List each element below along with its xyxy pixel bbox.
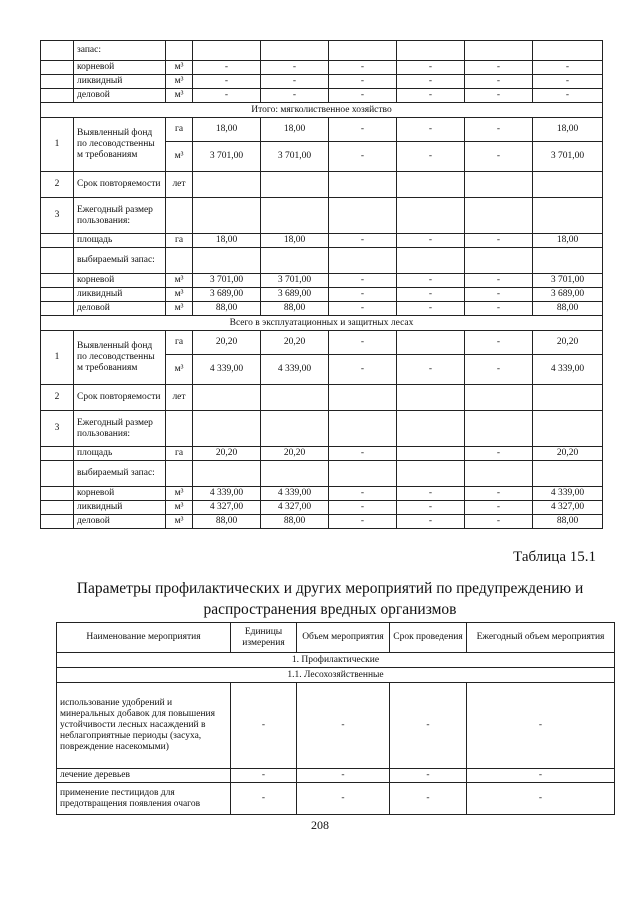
table-cell bbox=[329, 198, 397, 234]
value-cell: 20,20 bbox=[533, 447, 603, 461]
value-cell: - bbox=[397, 302, 465, 316]
value-cell: - bbox=[329, 274, 397, 288]
value-cell: - bbox=[329, 355, 397, 385]
column-header: Наименование мероприятия bbox=[57, 623, 231, 653]
value-cell: 20,20 bbox=[193, 331, 261, 355]
unit-cell: лет bbox=[166, 385, 193, 411]
value-cell bbox=[397, 461, 465, 487]
value-cell: 4 339,00 bbox=[533, 487, 603, 501]
unit-cell: м³ bbox=[166, 302, 193, 316]
table-row bbox=[41, 288, 603, 302]
column-header: Единицы измерения bbox=[231, 623, 297, 653]
row-number: 2 bbox=[41, 385, 74, 411]
table-cell bbox=[261, 172, 329, 198]
value-cell: - bbox=[465, 501, 533, 515]
table-title: Параметры профилактических и других мероприятий по предупреждению и распространения вредных организмов bbox=[76, 580, 584, 618]
measures-table bbox=[56, 622, 615, 815]
value-cell bbox=[261, 41, 329, 61]
value-cell bbox=[329, 461, 397, 487]
table-cell bbox=[41, 75, 74, 89]
value-cell: - bbox=[397, 501, 465, 515]
table-cell bbox=[533, 411, 603, 447]
value-cell: 3 701,00 bbox=[193, 142, 261, 172]
row-label: ликвидный bbox=[74, 288, 166, 302]
table-row bbox=[41, 487, 603, 501]
value-cell: 20,20 bbox=[193, 447, 261, 461]
unit-cell bbox=[166, 41, 193, 61]
value-cell: - bbox=[390, 683, 467, 769]
unit-cell: м³ bbox=[166, 89, 193, 103]
value-cell: - bbox=[465, 487, 533, 501]
row-number: 2 bbox=[41, 172, 74, 198]
table-cell bbox=[41, 515, 74, 529]
value-cell: 3 701,00 bbox=[533, 274, 603, 288]
value-cell: 3 701,00 bbox=[261, 142, 329, 172]
value-cell bbox=[397, 248, 465, 274]
unit-cell: м³ bbox=[166, 487, 193, 501]
value-cell: - bbox=[297, 769, 390, 783]
table-row bbox=[57, 683, 615, 769]
table-cell bbox=[397, 172, 465, 198]
value-cell: - bbox=[465, 331, 533, 355]
table-cell bbox=[166, 198, 193, 234]
value-cell: 4 339,00 bbox=[193, 487, 261, 501]
measure-name: использование удобрений и минеральных добавок для повышения устойчивости лесных насаждений в неблагоприятные периоды (засуха, повреждение насекомыми) bbox=[57, 683, 231, 769]
value-cell: 18,00 bbox=[261, 234, 329, 248]
value-cell: - bbox=[329, 89, 397, 103]
table-row bbox=[57, 653, 615, 668]
value-cell: - bbox=[231, 683, 297, 769]
unit-cell: м³ bbox=[166, 61, 193, 75]
table-cell bbox=[193, 198, 261, 234]
row-label: Выявленный фонд по лесоводственны м требованиям bbox=[74, 118, 166, 172]
value-cell bbox=[533, 248, 603, 274]
table-row bbox=[57, 668, 615, 683]
unit-cell: лет bbox=[166, 172, 193, 198]
row-label: Срок повторяемости bbox=[74, 172, 166, 198]
page-number: 208 bbox=[311, 818, 329, 832]
table-row bbox=[41, 61, 603, 75]
row-label: корневой bbox=[74, 487, 166, 501]
row-label: Ежегодный размер пользования: bbox=[74, 198, 166, 234]
value-cell: - bbox=[193, 75, 261, 89]
table-row bbox=[41, 234, 603, 248]
table-row bbox=[41, 501, 603, 515]
section-title: Итого: мягколиственное хозяйство bbox=[41, 103, 603, 118]
value-cell: - bbox=[397, 75, 465, 89]
value-cell: - bbox=[465, 515, 533, 529]
value-cell: 3 689,00 bbox=[261, 288, 329, 302]
value-cell: - bbox=[467, 769, 615, 783]
value-cell: 20,20 bbox=[533, 331, 603, 355]
table-cell bbox=[41, 41, 74, 61]
table-cell bbox=[465, 172, 533, 198]
value-cell: - bbox=[397, 274, 465, 288]
value-cell: 88,00 bbox=[261, 515, 329, 529]
unit-cell: м³ bbox=[166, 515, 193, 529]
value-cell bbox=[193, 248, 261, 274]
row-label: Выявленный фонд по лесоводственны м требованиям bbox=[74, 331, 166, 385]
table-cell bbox=[41, 501, 74, 515]
value-cell bbox=[533, 461, 603, 487]
value-cell: 18,00 bbox=[193, 118, 261, 142]
unit-cell: га bbox=[166, 234, 193, 248]
table-row bbox=[41, 411, 603, 447]
value-cell: - bbox=[329, 118, 397, 142]
value-cell bbox=[397, 331, 465, 355]
value-cell: 3 701,00 bbox=[261, 274, 329, 288]
value-cell: - bbox=[329, 331, 397, 355]
table-caption: Таблица 15.1 bbox=[513, 549, 596, 565]
value-cell: - bbox=[390, 769, 467, 783]
value-cell: - bbox=[231, 783, 297, 815]
value-cell: 88,00 bbox=[533, 515, 603, 529]
table-cell bbox=[193, 411, 261, 447]
value-cell bbox=[193, 461, 261, 487]
unit-cell: га bbox=[166, 118, 193, 142]
value-cell: 4 339,00 bbox=[193, 355, 261, 385]
value-cell: 88,00 bbox=[533, 302, 603, 316]
value-cell: - bbox=[193, 89, 261, 103]
column-header: Ежегодный объем мероприятия bbox=[467, 623, 615, 653]
column-header: Срок проведения bbox=[390, 623, 467, 653]
unit-cell: м³ bbox=[166, 501, 193, 515]
value-cell: - bbox=[297, 783, 390, 815]
value-cell: 3 689,00 bbox=[193, 288, 261, 302]
value-cell: - bbox=[329, 234, 397, 248]
table-row bbox=[41, 198, 603, 234]
row-label: деловой bbox=[74, 515, 166, 529]
table-cell bbox=[41, 487, 74, 501]
section-title: 1. Профилактические bbox=[57, 653, 615, 668]
table-cell bbox=[465, 198, 533, 234]
row-number: 1 bbox=[41, 331, 74, 385]
value-cell: 3 701,00 bbox=[193, 274, 261, 288]
value-cell: - bbox=[329, 61, 397, 75]
value-cell: - bbox=[465, 447, 533, 461]
value-cell: - bbox=[465, 142, 533, 172]
table-cell bbox=[41, 61, 74, 75]
table-cell bbox=[397, 385, 465, 411]
table-cell bbox=[41, 447, 74, 461]
column-header: Объем мероприятия bbox=[297, 623, 390, 653]
value-cell bbox=[261, 248, 329, 274]
table-row bbox=[41, 447, 603, 461]
value-cell: 3 701,00 bbox=[533, 142, 603, 172]
unit-cell bbox=[166, 248, 193, 274]
value-cell: - bbox=[231, 769, 297, 783]
value-cell bbox=[193, 41, 261, 61]
row-label: Ежегодный размер пользования: bbox=[74, 411, 166, 447]
unit-cell bbox=[166, 461, 193, 487]
value-cell: - bbox=[261, 75, 329, 89]
value-cell: - bbox=[465, 61, 533, 75]
table-cell bbox=[41, 248, 74, 274]
value-cell: - bbox=[465, 302, 533, 316]
value-cell: - bbox=[465, 89, 533, 103]
table-row bbox=[41, 302, 603, 316]
table-cell bbox=[397, 411, 465, 447]
value-cell: - bbox=[465, 234, 533, 248]
value-cell: - bbox=[397, 355, 465, 385]
value-cell: - bbox=[465, 355, 533, 385]
value-cell bbox=[329, 248, 397, 274]
value-cell: 20,20 bbox=[261, 331, 329, 355]
value-cell: 88,00 bbox=[193, 302, 261, 316]
value-cell: 4 339,00 bbox=[261, 355, 329, 385]
value-cell: - bbox=[193, 61, 261, 75]
value-cell: - bbox=[329, 302, 397, 316]
value-cell: 18,00 bbox=[261, 118, 329, 142]
row-label: деловой bbox=[74, 302, 166, 316]
value-cell bbox=[329, 41, 397, 61]
table-row bbox=[41, 274, 603, 288]
value-cell: - bbox=[329, 447, 397, 461]
row-label: площадь bbox=[74, 447, 166, 461]
value-cell: - bbox=[397, 118, 465, 142]
table-row bbox=[57, 623, 615, 653]
value-cell: - bbox=[397, 487, 465, 501]
value-cell: - bbox=[329, 487, 397, 501]
value-cell bbox=[261, 461, 329, 487]
row-label: запас: bbox=[74, 41, 166, 61]
value-cell: 4 339,00 bbox=[533, 355, 603, 385]
value-cell: - bbox=[329, 75, 397, 89]
value-cell bbox=[465, 461, 533, 487]
value-cell: - bbox=[397, 234, 465, 248]
value-cell: - bbox=[397, 288, 465, 302]
row-label: выбираемый запас: bbox=[74, 461, 166, 487]
value-cell: 18,00 bbox=[193, 234, 261, 248]
table-row bbox=[41, 89, 603, 103]
value-cell bbox=[397, 447, 465, 461]
value-cell: 88,00 bbox=[193, 515, 261, 529]
table-cell bbox=[329, 385, 397, 411]
table-row bbox=[41, 172, 603, 198]
table-cell bbox=[329, 411, 397, 447]
value-cell: - bbox=[533, 89, 603, 103]
unit-cell: м³ bbox=[166, 355, 193, 385]
value-cell bbox=[397, 41, 465, 61]
unit-cell: м³ bbox=[166, 274, 193, 288]
table-cell bbox=[193, 172, 261, 198]
table-row bbox=[41, 248, 603, 274]
value-cell bbox=[465, 41, 533, 61]
table-row bbox=[41, 385, 603, 411]
value-cell: 18,00 bbox=[533, 234, 603, 248]
table-cell bbox=[41, 274, 74, 288]
table-cell bbox=[261, 411, 329, 447]
table-cell bbox=[533, 172, 603, 198]
row-number: 1 bbox=[41, 118, 74, 172]
table-cell bbox=[41, 288, 74, 302]
table-row bbox=[41, 118, 603, 142]
value-cell: 4 339,00 bbox=[261, 487, 329, 501]
value-cell: - bbox=[397, 89, 465, 103]
value-cell: 88,00 bbox=[261, 302, 329, 316]
table-cell bbox=[533, 198, 603, 234]
row-label: корневой bbox=[74, 274, 166, 288]
value-cell: 4 327,00 bbox=[193, 501, 261, 515]
table-row bbox=[41, 316, 603, 331]
table-cell bbox=[329, 172, 397, 198]
value-cell bbox=[533, 41, 603, 61]
value-cell: - bbox=[397, 142, 465, 172]
table-cell bbox=[193, 385, 261, 411]
table-cell bbox=[465, 385, 533, 411]
measure-name: лечение деревьев bbox=[57, 769, 231, 783]
value-cell: - bbox=[261, 61, 329, 75]
value-cell: - bbox=[465, 288, 533, 302]
value-cell: - bbox=[390, 783, 467, 815]
value-cell: 4 327,00 bbox=[533, 501, 603, 515]
table-cell bbox=[397, 198, 465, 234]
table-row bbox=[41, 41, 603, 61]
unit-cell: м³ bbox=[166, 75, 193, 89]
unit-cell: м³ bbox=[166, 288, 193, 302]
table-cell bbox=[41, 302, 74, 316]
measure-name: применение пестицидов для предотвращения появления очагов bbox=[57, 783, 231, 815]
table-cell bbox=[533, 385, 603, 411]
value-cell: 4 327,00 bbox=[261, 501, 329, 515]
value-cell: - bbox=[397, 61, 465, 75]
table-cell bbox=[41, 89, 74, 103]
value-cell: - bbox=[467, 783, 615, 815]
value-cell: - bbox=[261, 89, 329, 103]
table-row bbox=[41, 461, 603, 487]
table-cell bbox=[166, 411, 193, 447]
unit-cell: га bbox=[166, 331, 193, 355]
value-cell: - bbox=[467, 683, 615, 769]
value-cell: - bbox=[329, 142, 397, 172]
value-cell: 18,00 bbox=[533, 118, 603, 142]
value-cell: - bbox=[533, 75, 603, 89]
row-label: площадь bbox=[74, 234, 166, 248]
row-label: ликвидный bbox=[74, 501, 166, 515]
row-label: Срок повторяемости bbox=[74, 385, 166, 411]
value-cell: - bbox=[397, 515, 465, 529]
table-row bbox=[57, 769, 615, 783]
forest-use-table bbox=[40, 40, 603, 529]
table-cell bbox=[41, 461, 74, 487]
unit-cell: м³ bbox=[166, 142, 193, 172]
row-label: деловой bbox=[74, 89, 166, 103]
value-cell: - bbox=[533, 61, 603, 75]
value-cell: - bbox=[465, 118, 533, 142]
table-row bbox=[41, 331, 603, 355]
table-cell bbox=[261, 198, 329, 234]
subsection-title: 1.1. Лесохозяйственные bbox=[57, 668, 615, 683]
value-cell: - bbox=[329, 501, 397, 515]
value-cell: - bbox=[329, 515, 397, 529]
row-label: ликвидный bbox=[74, 75, 166, 89]
table-row bbox=[41, 103, 603, 118]
row-label: выбираемый запас: bbox=[74, 248, 166, 274]
value-cell: - bbox=[297, 683, 390, 769]
row-number: 3 bbox=[41, 198, 74, 234]
value-cell: - bbox=[465, 75, 533, 89]
table-row bbox=[41, 515, 603, 529]
row-label: корневой bbox=[74, 61, 166, 75]
value-cell: - bbox=[465, 274, 533, 288]
value-cell bbox=[465, 248, 533, 274]
table-row bbox=[41, 75, 603, 89]
table-row bbox=[57, 783, 615, 815]
table-cell bbox=[261, 385, 329, 411]
section-title: Всего в эксплуатационных и защитных лесах bbox=[41, 316, 603, 331]
table-cell bbox=[41, 234, 74, 248]
value-cell: - bbox=[329, 288, 397, 302]
value-cell: 20,20 bbox=[261, 447, 329, 461]
unit-cell: га bbox=[166, 447, 193, 461]
table-cell bbox=[465, 411, 533, 447]
value-cell: 3 689,00 bbox=[533, 288, 603, 302]
row-number: 3 bbox=[41, 411, 74, 447]
